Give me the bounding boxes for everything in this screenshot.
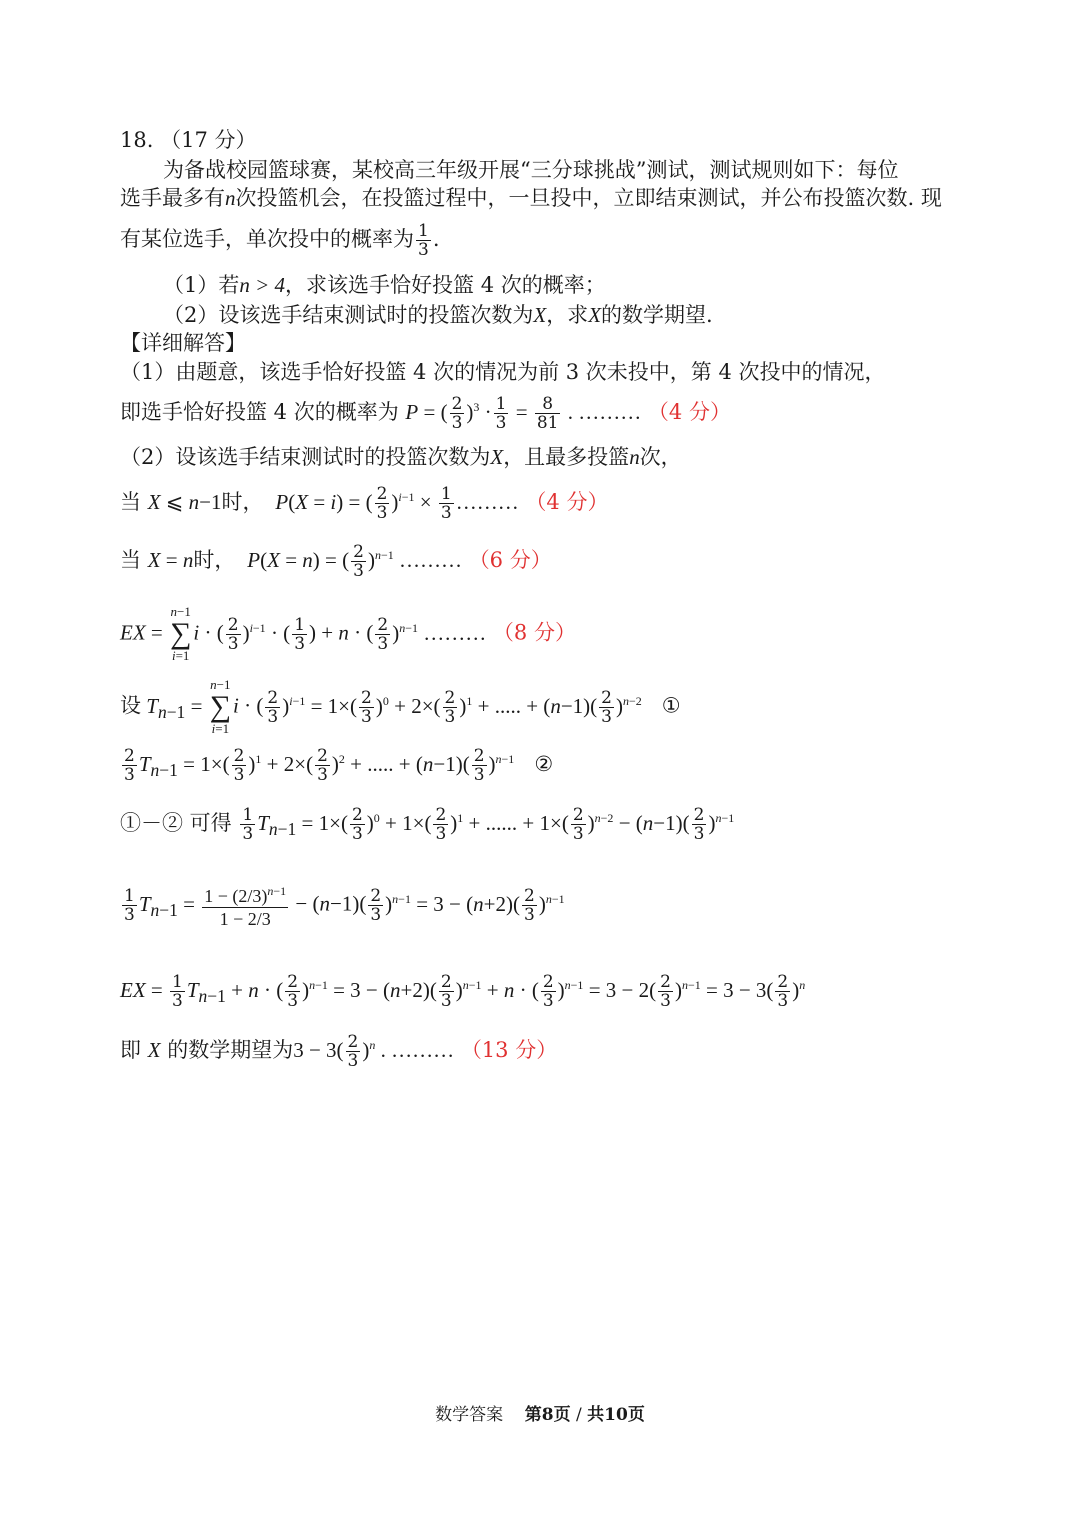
score-mark: （13 分）: [460, 1038, 558, 1062]
geometric-sum-step: $\frac{1}{3}$ $T_{n-1}$ = $\frac{1 - (2/3)^{n-1}}{1 - 2/3}$ − (n−1)( $\frac{2}{3}$ )$^{n-1}$ = 3 − (n+2)( $\frac{2}{3}$ )$^{n-1}$: [124, 884, 565, 929]
final-expectation-derivation: EX = $\frac{1}{3}$ $T_{n-1} + n$ · ( $\frac{2}{3}$ )$^{n-1}$ = 3 − (n+2)( $\frac{2}{3}$ )$^{n-1}$ + n · ( $\frac{2}{3}$ )$^{n-1}$ = 3 − 2( $\frac{2}{3}$ )$^{n-1}$ = 3 − 3( $\frac{2}{3}$ )$^n$: [120, 972, 806, 1011]
answer-2-line1: （2）设该选手结束测试时的投篮次数为X，且最多投篮n次，: [120, 445, 682, 469]
problem-stem-line1: 为备战校园篮球赛，某校高三年级开展“三分球挑战”测试，测试规则如下：每位: [163, 158, 899, 182]
expectation-formula: EX = n−1 ∑ i=1i · ( $\frac{2}{3}$ )$^{i-1}$ · ( $\frac{1}{3}$ ) + n · ( $\frac{2}{3}$ )$^{n-1}$ ……… （8 分）: [120, 604, 576, 663]
problem-header: [120, 125, 257, 155]
answer-1-line1: （1）由题意，该选手恰好投篮 4 次的情况为前 3 次未投中，第 4 次投中的情况，: [120, 360, 886, 384]
score-mark: （6 分）: [468, 548, 552, 572]
page-footer: [0, 1400, 1080, 1425]
problem-points: （17 分）: [160, 128, 257, 152]
case-1-formula: 当 X ⩽ n−1时， P(X = i) = ( $\frac{2}{3}$ )$^{i-1}$ × $\frac{1}{3}$ ……… （4 分）: [120, 484, 609, 523]
footer-total: 共10页: [587, 1405, 645, 1425]
subtraction-step: ①－② 可得 $\frac{1}{3}$ $T_{n-1} = 1\times$( $\frac{2}{3}$ )$^0$ + 1×( $\frac{2}{3}$ )$^1$ + ...... + 1×( $\frac{2}{3}$ )$^{n-2}$ − (n−1)( $\frac{2}{3}$ )$^{n-1}$: [120, 805, 735, 844]
score-mark: （4 分）: [647, 400, 731, 424]
footer-subject: 数学答案: [435, 1405, 504, 1425]
answer-heading: 【详细解答】: [120, 331, 246, 355]
probability-fraction: $\frac{1}{3}$: [418, 221, 429, 260]
question-1: （1）若n > 4，求该选手恰好投篮 4 次的概率；: [163, 273, 606, 297]
T-scaled: $\frac{2}{3}$ $T_{n-1} = 1\times$( $\frac{2}{3}$ )$^1$ + 2×( $\frac{2}{3}$ )$^2$ + ..... + (n−1)( $\frac{2}{3}$ )$^{n-1}$ ②: [124, 746, 554, 785]
answer-1-line2: 即选手恰好投篮 4 次的概率为 P = ( $\frac{2}{3}$ )$^3$ · $\frac{1}{3}$ = $\frac{8}{81}$ . ……… （4 分）: [120, 394, 731, 433]
T-definition: 设 $T_{n-1} = n-1$ ∑ i=1i · ( $\frac{2}{3}$ )$^{i-1}$ = 1×( $\frac{2}{3}$ )$^0$ + 2×( $\frac{2}{3}$ )$^1$ + ..... + (n−1)( $\frac{2}{3}$ )$^{n-2}$ ①: [120, 677, 681, 736]
problem-number: 18.: [120, 128, 154, 152]
footer-separator: /: [576, 1405, 582, 1425]
case-2-formula: 当 X = n时， P(X = n) = ( $\frac{2}{3}$ )$^{n-1}$ ……… （6 分）: [120, 542, 552, 581]
score-mark: （4 分）: [525, 490, 609, 514]
question-2: （2）设该选手结束测试时的投篮次数为X，求X的数学期望.: [163, 303, 713, 327]
footer-page: 第8页: [524, 1405, 571, 1425]
conclusion: 即 X 的数学期望为3 − 3( $\frac{2}{3}$ )$^n$ . ……… （13 分）: [120, 1032, 558, 1071]
score-mark: （8 分）: [492, 620, 576, 645]
problem-stem-line2: 选手最多有n次投篮机会，在投篮过程中，一旦投中，立即结束测试，并公布投篮次数. 现: [120, 186, 942, 210]
problem-stem-line3: 有某位选手，单次投中的概率为 $\frac{1}{3}$ .: [120, 221, 440, 260]
